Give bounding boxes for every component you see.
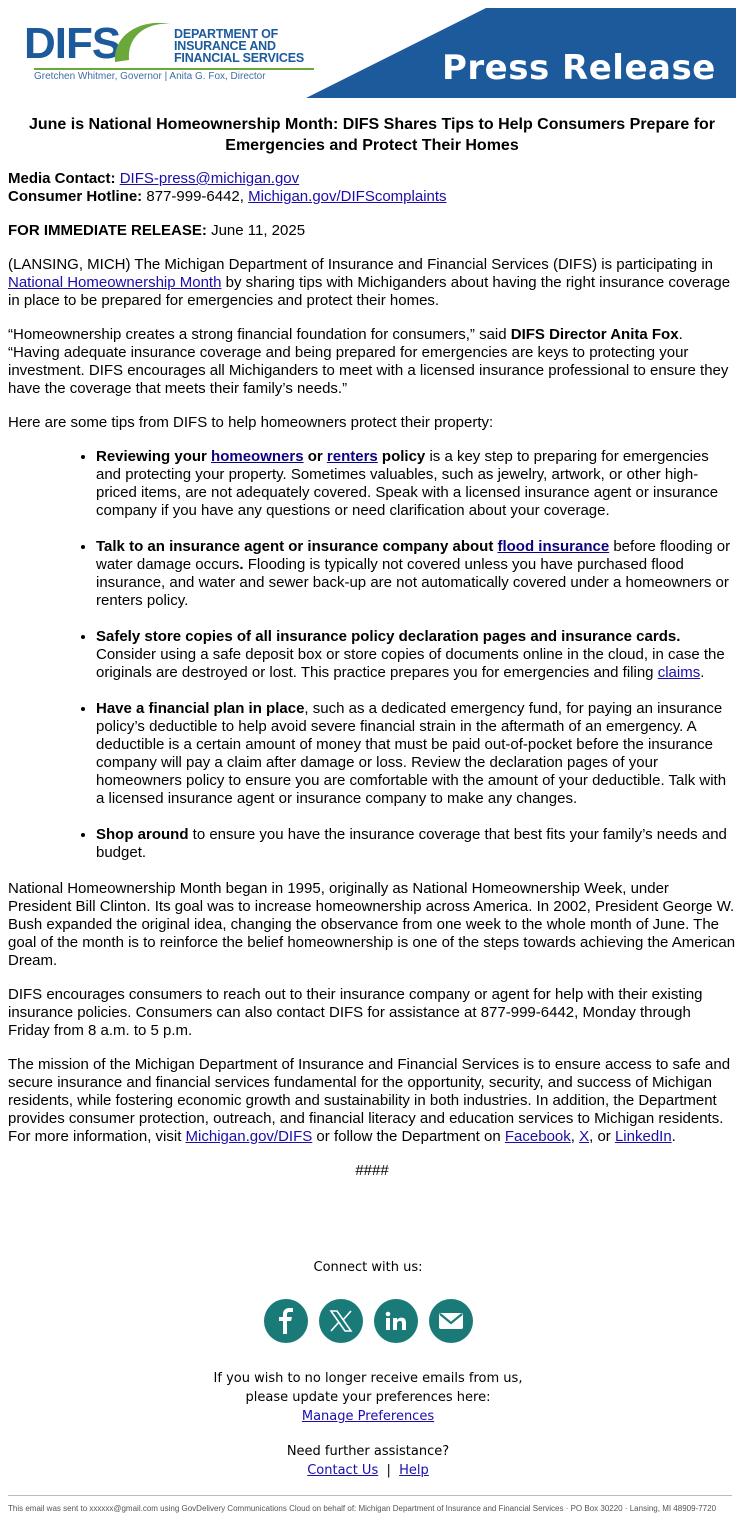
tips-intro: Here are some tips from DIFS to help homeowners protect their property: [8,414,494,431]
hotline-label: Consumer Hotline: [8,188,143,205]
linkedin-link[interactable]: LinkedIn [614,1128,672,1145]
renters-link[interactable]: renters [326,448,378,465]
logo-swoosh-icon [109,16,179,68]
list-item: • Talk to an insurance agent or insurance company about flood insurance before flooding or water damage occurs. Flooding is typically not covered unless you have purchased flood insurance, and water and sewer back-up are not automatically covered under a homeowners or renters policy. [96,538,736,610]
press-release-banner [306,8,736,98]
facebook-link[interactable]: Facebook [504,1128,571,1145]
logo-wordmark: DIFS [24,19,121,68]
logo-gov-line: Gretchen Whitmer, Governor | Anita G. Fox, Director [34,68,314,83]
contact-us-link[interactable]: Contact Us [307,1463,379,1478]
list-item: • Shop around to ensure you have the insurance coverage that best fits your family’s needs and budget. [96,826,736,862]
release-date: June 11, 2025 [211,222,306,239]
connect-label: Connect with us: [313,1260,423,1275]
history-paragraph: National Homeownership Month began in 1995, originally as National Homeownership Week, under President Bill Clinton. Its goal was to increase homeownership across America. In 2002, President George W. Bush expanded the original idea, changing the observance from one week to the whole month of June. The goal of the month is to reinforce the belief homeownership is one of the steps towards achieving the American Dream. [8,880,736,969]
x-icon[interactable] [319,1299,363,1343]
list-item: • Safely store copies of all insurance policy declaration pages and insurance cards. Consider using a safe deposit box or store copies of documents online in the cloud, in case the originals are destroyed or lost. This practice prepares you for emergencies and filing claims. [96,628,736,682]
footer [0,1258,736,1496]
list-item: • Reviewing your homeowners or renters policy is a key step to preparing for emergencies and protecting your property. Sometimes valuables, such as jewelry, artwork, or other high-priced items, are not adequately covered. Speak with a licensed insurance agent or insurance company if you have any questions or need clarification about your coverage. [96,448,736,520]
claims-link[interactable]: claims [657,664,701,681]
unsubscribe-text: If you wish to no longer receive emails from us, please update your preferences here: Manage Preferences [213,1371,523,1424]
release-line [8,222,736,240]
quote-paragraph: “Homeownership creates a strong financial foundation for consumers,” said DIFS Director Anita Fox. “Having adequate insurance coverage and being prepared for emergencies are keys to protecting your investment. DIFS encourages all Michiganders to meet with a licensed insurance professional to ensure they have the coverage that meets their family’s needs.” [8,326,729,397]
social-links [0,1299,736,1343]
banner-title: Press Release [442,48,716,88]
list-item: • Have a financial plan in place, such as a dedicated emergency fund, for paying an insurance policy’s deductible to help avoid severe financial strain in the aftermath of an emergency. A deductible is a certain amount of money that must be paid out-of-pocket before the insurance company will pay a claim after damage or loss. Review the declaration pages of your homeowners policy to ensure you are comfortable with the amount of your deductible. Talk with a licensed insurance agent or insurance company to make any changes. [96,700,736,808]
article [8,114,736,1194]
x-link[interactable]: X [579,1128,590,1145]
homeownership-month-link[interactable]: National Homeownership Month [8,274,222,291]
complaints-link[interactable]: Michigan.gov/DIFScomplaints [248,188,447,205]
contact-block [8,170,736,206]
media-contact-label: Media Contact: [8,170,116,187]
header [0,0,736,100]
email-icon[interactable] [429,1299,473,1343]
release-label: FOR IMMEDIATE RELEASE: [8,222,207,239]
intro-paragraph: (LANSING, MICH) The Michigan Department of Insurance and Financial Services (DIFS) is participating in National Homeownership Month by sharing tips with Michiganders about having the right insurance coverage in place to be prepared for emergencies and protect their homes. [8,256,731,309]
email-disclaimer: This email was sent to xxxxxx@gmail.com using GovDelivery Communications Cloud on behalf of: Michigan Department of Insurance and Financial Services · PO Box 30220 · Lansing, MI 48909-7720 [8,1495,732,1514]
tips-list [8,448,736,862]
page-title: June is National Homeownership Month: DIFS Shares Tips to Help Consumers Prepare for Emergencies and Protect Their Homes [28,116,716,154]
media-email-link[interactable]: DIFS-press@michigan.gov [119,170,300,187]
difs-website-link[interactable]: Michigan.gov/DIFS [185,1128,313,1145]
mission-paragraph: The mission of the Michigan Department of Insurance and Financial Services is to ensure access to safe and secure insurance and financial services fundamental for the opportunity, security, and success of Michigan residents, while fostering economic growth and sustainability in both industries. In addition, the Department provides consumer protection, outreach, and financial literacy and education services to Michigan residents. For more information, visit Michigan.gov/DIFS or follow the Department on Facebook, X, or LinkedIn. [8,1056,731,1145]
flood-insurance-link[interactable]: flood insurance [497,538,610,555]
assistance-paragraph: DIFS encourages consumers to reach out to their insurance company or agent for help with their existing insurance policies. Consumers can also contact DIFS for assistance at 877-999-6442, Monday through Friday from 8 a.m. to 5 p.m. [8,986,703,1039]
help-link[interactable]: Help [399,1463,429,1478]
manage-preferences-link[interactable]: Manage Preferences [301,1409,435,1424]
assistance-block: Need further assistance? Contact Us | Help [286,1444,450,1478]
end-marker: #### [355,1162,389,1179]
logo-department: DEPARTMENT OF INSURANCE AND FINANCIAL SERVICES [174,27,304,65]
linkedin-icon[interactable] [374,1299,418,1343]
facebook-icon[interactable] [264,1299,308,1343]
homeowners-link[interactable]: homeowners [211,448,304,465]
difs-logo [24,16,314,80]
hotline-number: 877-999-6442, [146,188,244,205]
director-name: DIFS Director Anita Fox [510,326,679,343]
